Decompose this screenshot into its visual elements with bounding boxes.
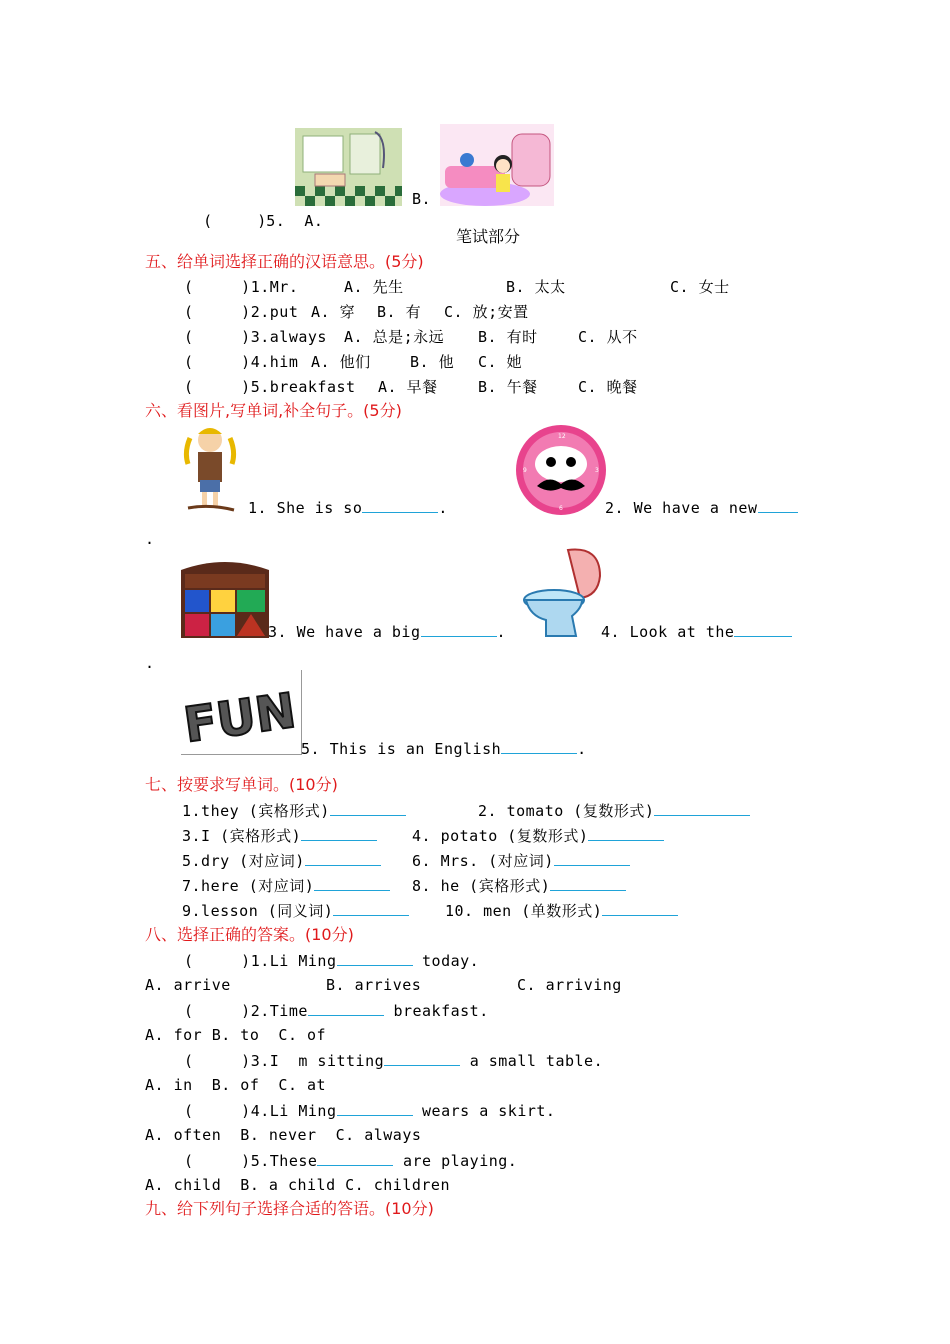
period: . [145, 530, 155, 548]
svg-text:9: 9 [523, 467, 527, 474]
toilet-picture [520, 546, 604, 638]
s7-item-7: 7.here (对应词) [182, 874, 390, 897]
sentence-text: 4. Look at the [601, 623, 735, 641]
answer-blank[interactable] [421, 620, 497, 637]
answer-blank[interactable] [384, 1049, 460, 1066]
option-a: A. 总是;永远 [344, 328, 445, 346]
period: . [577, 740, 587, 758]
s6-item-5 [301, 737, 587, 760]
option-a: A. arrive [145, 976, 231, 994]
option-c: C. 她 [478, 353, 523, 371]
options-line: A. often B. never C. always [145, 1126, 422, 1144]
question-text: 1.Mr. [250, 278, 299, 296]
s5-item-1 [184, 276, 298, 298]
answer-blank[interactable] [554, 849, 630, 866]
option-a: A. 早餐 [378, 378, 438, 396]
option-b: B. 有时 [478, 328, 538, 346]
s5-item-5 [184, 376, 356, 398]
answer-parenthesis[interactable]: ( ) [184, 952, 251, 970]
option-c: C. arriving [517, 976, 622, 994]
option-b: B. 有 [377, 303, 422, 321]
question-number: 5. [266, 212, 286, 230]
option-a: A. 先生 [344, 278, 404, 296]
s7-item-8: 8. he (宾格形式) [412, 874, 626, 897]
section-9-title: 九、给下列句子选择合适的答语。(10分) [145, 1199, 434, 1218]
sentence-text: 5. This is an English [301, 740, 502, 758]
question-text: 3.always [250, 328, 327, 346]
answer-parenthesis[interactable]: ( ) [184, 278, 251, 296]
svg-text:3: 3 [595, 467, 599, 474]
answer-parenthesis[interactable]: ( ) [184, 328, 251, 346]
answer-blank[interactable] [337, 949, 413, 966]
svg-text:6: 6 [559, 505, 563, 512]
question-text: 2.put [250, 303, 299, 321]
s7-item-10: 10. men (单数形式) [445, 899, 678, 922]
answer-parenthesis[interactable]: ( ) [184, 1052, 251, 1070]
options-line: A. in B. of C. at [145, 1076, 327, 1094]
written-section-heading: 笔试部分 [456, 227, 521, 246]
s7-item-4: 4. potato (复数形式) [412, 824, 664, 847]
s6-item-1 [248, 496, 448, 519]
question-text: 4.him [250, 353, 299, 371]
section-8-title: 八、选择正确的答案。(10分) [145, 925, 354, 944]
answer-parenthesis[interactable]: ( ) [184, 378, 251, 396]
answer-blank[interactable] [550, 874, 626, 891]
s5-item-4 [184, 351, 298, 373]
option-c: C. 晚餐 [578, 378, 638, 396]
option-b-label: B. [412, 190, 432, 208]
answer-blank[interactable] [308, 999, 384, 1016]
s6-item-3 [268, 620, 506, 643]
option-c: C. 从不 [578, 328, 638, 346]
answer-blank[interactable] [734, 620, 792, 637]
s5-item-3 [184, 326, 327, 348]
clock-picture [515, 424, 607, 516]
s8-item-3: ( )3.I m sitting a small table. [184, 1049, 603, 1072]
answer-blank[interactable] [758, 496, 798, 513]
bedroom-picture [440, 124, 554, 206]
answer-blank[interactable] [301, 824, 377, 841]
answer-blank[interactable] [337, 1099, 413, 1116]
sentence-text: 1. She is so [248, 499, 363, 517]
answer-parenthesis[interactable]: ( ) [184, 1002, 251, 1020]
s7-item-5: 5.dry (对应词) [182, 849, 381, 872]
s8-item-2: ( )2.Time breakfast. [184, 999, 489, 1022]
s7-item-6: 6. Mrs. (对应词) [412, 849, 630, 872]
s6-item-4 [601, 620, 792, 643]
sentence-text: 3. We have a big [268, 623, 421, 641]
options-line: A. for B. to C. of [145, 1026, 327, 1044]
s5-item-2 [184, 301, 298, 323]
s8-item-5: ( )5.These are playing. [184, 1149, 517, 1172]
section-7-title: 七、按要求写单词。(10分) [145, 775, 338, 794]
option-b: B. 他 [410, 353, 455, 371]
s7-item-9: 9.lesson (同义词) [182, 899, 409, 922]
option-a: A. 穿 [311, 303, 356, 321]
answer-blank[interactable] [317, 1149, 393, 1166]
options-line: A. child B. a child C. children [145, 1176, 450, 1194]
answer-blank[interactable] [654, 799, 750, 816]
option-b: B. arrives [326, 976, 422, 994]
fun-text: FUN [181, 682, 300, 754]
period: . [496, 623, 507, 641]
answer-parenthesis[interactable]: ( ) [184, 353, 251, 371]
question-text: 5.breakfast [250, 378, 356, 396]
answer-blank[interactable] [330, 799, 406, 816]
s8-item-1: ( )1.Li Ming today. [184, 949, 479, 972]
sentence-text: 2. We have a new [605, 499, 758, 517]
option-a-label: A. [304, 212, 324, 230]
period: . [438, 499, 448, 517]
option-a: A. 他们 [311, 353, 371, 371]
s7-item-1: 1.they (宾格形式) [182, 799, 406, 822]
option-b: B. 午餐 [478, 378, 538, 396]
house-picture [181, 560, 269, 638]
option-c: C. 女士 [670, 278, 730, 296]
answer-parenthesis[interactable]: ( ) [184, 1102, 251, 1120]
section-6-title: 六、看图片,写单词,补全句子。(5分) [145, 401, 402, 420]
fun-book-picture [181, 670, 302, 755]
svg-text:12: 12 [558, 433, 566, 440]
answer-blank[interactable] [501, 737, 577, 754]
answer-blank[interactable] [333, 899, 409, 916]
answer-blank[interactable] [362, 496, 438, 513]
answer-parenthesis[interactable]: ( ) [184, 1152, 251, 1170]
answer-blank[interactable] [588, 824, 664, 841]
answer-parenthesis[interactable]: ( ) [203, 212, 267, 230]
section-5-title: 五、给单词选择正确的汉语意思。(5分) [145, 252, 424, 271]
answer-blank[interactable] [314, 874, 390, 891]
s7-item-3: 3.I (宾格形式) [182, 824, 377, 847]
s6-item-2 [605, 496, 798, 519]
answer-parenthesis[interactable]: ( ) [184, 303, 251, 321]
girl-picture [182, 424, 238, 512]
s7-item-2: 2. tomato (复数形式) [478, 799, 750, 822]
answer-blank[interactable] [305, 849, 381, 866]
s8-item-4: ( )4.Li Ming wears a skirt. [184, 1099, 555, 1122]
option-b: B. 太太 [506, 278, 566, 296]
option-c: C. 放;安置 [444, 303, 529, 321]
answer-blank[interactable] [602, 899, 678, 916]
period: . [145, 654, 155, 672]
